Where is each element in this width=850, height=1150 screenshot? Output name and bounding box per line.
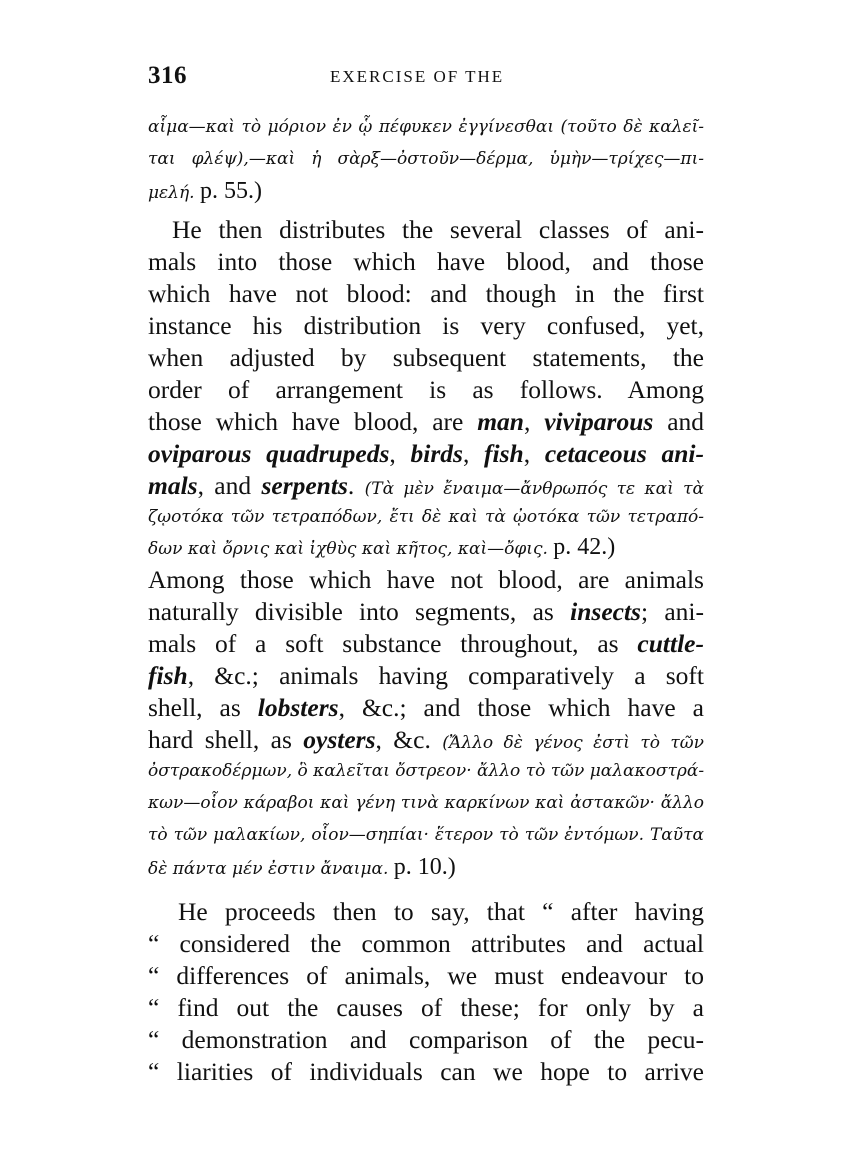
emphasis-term: oviparous quadrupeds	[148, 439, 390, 468]
text-line-7	[148, 406, 704, 438]
emphasis-term: fish	[484, 439, 524, 468]
text-line-19: “ find out the causes of these; for only by a	[148, 993, 704, 1022]
text-line-1: He then distributes the several classes of ani-	[172, 215, 704, 244]
text-fragment: ,	[523, 439, 545, 468]
text-line-8	[148, 438, 704, 470]
text-fragment: those which have blood, are	[148, 407, 478, 436]
text-fragment: , &c.; and those which have a	[338, 693, 705, 722]
text-line-16: He proceeds then to say, that “ after having	[178, 897, 704, 926]
greek-text: μελή.	[148, 183, 195, 203]
greek-line-2: ται φλέψ),—καὶ ἡ σὰρξ—ὀστοῦν—δέρμα, ὑμὴν—τρίχες—πι-	[148, 149, 704, 169]
page-reference: p. 55.)	[199, 178, 262, 204]
greek-line-8: τὸ τῶν μαλακίων, οἷον—σηπίαι· ἕτερον τὸ τῶν ἐντόμων. Ταῦτα	[148, 825, 704, 845]
emphasis-term: birds	[410, 439, 463, 468]
greek-line-3	[148, 176, 704, 206]
text-line-11	[148, 596, 704, 628]
text-fragment: , and	[197, 471, 262, 500]
emphasis-term: mals	[148, 471, 198, 500]
text-fragment: naturally divisible into segments, as	[148, 597, 571, 626]
greek-line-6: ὀστρακοδέρμων, ὃ καλεῖται ὄστρεον· ἄλλο τὸ τῶν μαλακοστρά-	[148, 761, 705, 781]
emphasis-term: cuttle-	[637, 629, 704, 658]
page-header	[148, 62, 708, 92]
text-line-14	[148, 692, 704, 724]
greek-line-1: αἷμα—καὶ τὸ μόριον ἐν ᾧ πέφυκεν ἐγγίνεσθαι (τοῦτο δὲ καλεῖ-	[148, 117, 704, 137]
emphasis-term: fish	[148, 661, 188, 690]
running-head: EXERCISE OF THE	[330, 67, 505, 86]
page-reference: p. 42.)	[553, 534, 616, 560]
text-fragment: .	[347, 471, 355, 500]
text-fragment: ; ani-	[640, 597, 704, 626]
text-line-6: order of arrangement is as follows. Among	[148, 375, 704, 404]
greek-line-4: ζῳοτόκα τῶν τετραπόδων, ἔτι δὲ καὶ τὰ ᾠοτόκα τῶν τετραπό-	[148, 507, 704, 527]
greek-line-7: κων—οἷον κάραβοι καὶ γένη τινὰ καρκίνων καὶ ἀστακῶν· ἄλλο	[148, 793, 704, 813]
emphasis-term: lobsters	[257, 693, 339, 722]
greek-line-5	[148, 532, 704, 562]
text-line-4: instance his distribution is very confused, yet,	[148, 311, 704, 340]
text-fragment: mals of a soft substance throughout, as	[148, 629, 638, 658]
text-line-13	[148, 660, 704, 692]
greek-text: (Τὰ μὲν ἔναιμα—ἄνθρωπός τε καὶ τὰ	[364, 479, 704, 499]
emphasis-term: viviparous	[544, 407, 654, 436]
text-line-3: which have not blood: and though in the first	[148, 279, 704, 308]
text-line-2: mals into those which have blood, and those	[148, 247, 704, 276]
text-line-12	[148, 628, 704, 660]
text-line-10: Among those which have not blood, are animals	[148, 565, 704, 594]
text-line-18: “ differences of animals, we must endeavour to	[148, 961, 704, 990]
emphasis-term: man	[477, 407, 524, 436]
greek-line-9	[148, 852, 704, 882]
greek-text: δὲ πάντα μέν ἐστιν ἄναιμα.	[148, 859, 389, 879]
page-reference: p. 10.)	[393, 854, 456, 880]
text-line-21: “ liarities of individuals can we hope to arrive	[148, 1057, 704, 1086]
text-line-15	[148, 724, 704, 756]
text-line-20: “ demonstration and comparison of the pecu-	[148, 1025, 704, 1054]
text-line-17: “ considered the common attributes and actual	[148, 929, 704, 958]
text-fragment: and	[653, 407, 705, 436]
greek-text: (Ἄλλο δὲ γένος ἐστὶ τὸ τῶν	[442, 733, 705, 753]
text-fragment: ,	[462, 439, 485, 468]
text-fragment: shell, as	[148, 693, 258, 722]
greek-text: δων καὶ ὄρνις καὶ ἰχθὺς καὶ κῆτος, καὶ—ὄφις.	[148, 539, 548, 559]
text-fragment: ,	[389, 439, 411, 468]
text-fragment: hard shell, as	[148, 725, 304, 754]
page-number: 316	[148, 62, 187, 89]
emphasis-term: cetaceous ani-	[544, 439, 705, 468]
text-line-9	[148, 470, 704, 502]
emphasis-term: insects	[570, 597, 641, 626]
text-fragment: ,	[523, 407, 545, 436]
emphasis-term: oysters	[303, 725, 376, 754]
emphasis-term: serpents	[261, 471, 348, 500]
text-fragment: , &c.; animals having comparatively a soft	[187, 661, 704, 690]
text-line-5: when adjusted by subsequent statements, the	[148, 343, 704, 372]
text-fragment: , &c.	[375, 725, 431, 754]
